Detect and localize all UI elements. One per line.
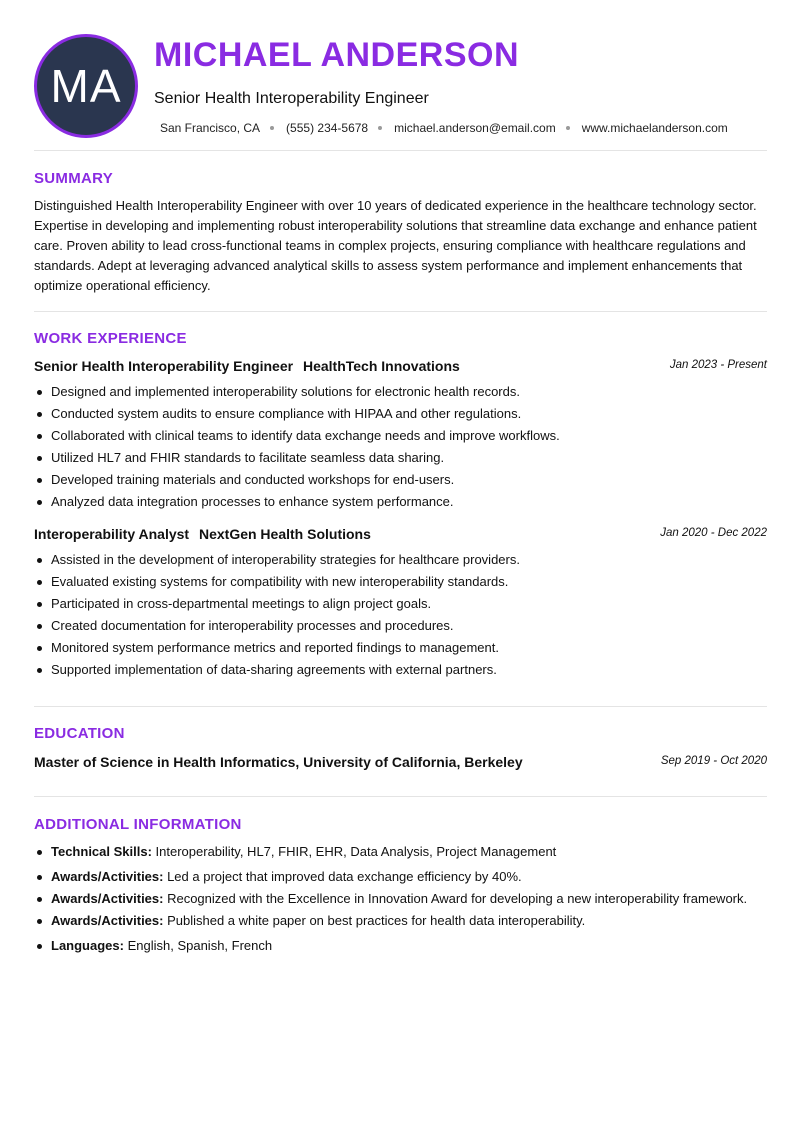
- section-divider: [34, 150, 767, 151]
- education-entry: [34, 754, 767, 772]
- list-item: Designed and implemented interoperability solutions for electronic health records.: [34, 381, 767, 403]
- list-item: [34, 841, 774, 863]
- separator-dot: [378, 126, 382, 130]
- list-item: Evaluated existing systems for compatibility with new interoperability standards.: [34, 571, 767, 593]
- avatar: MA: [34, 34, 138, 138]
- candidate-title: Senior Health Interoperability Engineer: [154, 90, 429, 107]
- contact-phone: (555) 234-5678: [286, 121, 369, 135]
- info-value: English, Spanish, French: [123, 938, 273, 953]
- info-key: Languages:: [51, 938, 124, 953]
- section-divider: [34, 311, 767, 312]
- list-item: Utilized HL7 and FHIR standards to facilitate seamless data sharing.: [34, 447, 767, 469]
- job-dates: Jan 2023 - Present: [669, 359, 767, 371]
- separator-dot: [566, 126, 570, 130]
- list-item: Participated in cross-departmental meetings to align project goals.: [34, 593, 767, 615]
- job-bullets: [34, 549, 767, 681]
- contact-email[interactable]: michael.anderson@email.com: [394, 121, 556, 135]
- job-bullets: [34, 381, 767, 513]
- info-value: Published a white paper on best practices for health data interoperability.: [163, 913, 586, 928]
- additional-info-heading: ADDITIONAL INFORMATION: [34, 816, 242, 833]
- list-item: Supported implementation of data-sharing agreements with external partners.: [34, 659, 767, 681]
- list-item: [34, 910, 774, 932]
- section-divider: [34, 796, 767, 797]
- job-header: [34, 526, 767, 544]
- job-company: HealthTech Innovations: [302, 358, 460, 374]
- job-company: NextGen Health Solutions: [198, 526, 371, 542]
- list-item: [34, 888, 774, 910]
- job-role: Interoperability Analyst: [34, 526, 190, 542]
- info-key: Awards/Activities:: [51, 869, 164, 884]
- list-item: Conducted system audits to ensure compliance with HIPAA and other regulations.: [34, 403, 767, 425]
- info-value: Interoperability, HL7, FHIR, EHR, Data Analysis, Project Management: [151, 844, 557, 859]
- contact-line: [160, 121, 728, 135]
- job-header: [34, 358, 767, 376]
- list-item: Collaborated with clinical teams to identify data exchange needs and improve workflows.: [34, 425, 767, 447]
- info-key: Awards/Activities:: [51, 891, 164, 906]
- resume-header: [34, 34, 767, 138]
- education-dates: Sep 2019 - Oct 2020: [660, 755, 767, 767]
- education-heading: EDUCATION: [34, 725, 125, 742]
- contact-location: San Francisco, CA: [160, 121, 261, 135]
- job-role: Senior Health Interoperability Engineer: [34, 358, 294, 374]
- contact-website[interactable]: www.michaelanderson.com: [581, 121, 728, 135]
- list-item: Created documentation for interoperability processes and procedures.: [34, 615, 767, 637]
- list-item: [34, 866, 774, 888]
- additional-info-list: [34, 841, 774, 957]
- list-item: Developed training materials and conducted workshops for end-users.: [34, 469, 767, 491]
- summary-text: Distinguished Health Interoperability Engineer with over 10 years of dedicated experience in the healthcare technology sector. Expertise in developing and implementing robust interoperability solutions that streamline data exchange and enhance patient care. Proven ability to lead cross-functional teams in complex projects, ensuring compliance with healthcare regulations and standards. Adept at leveraging advanced analytical skills to assess system performance and implement enhancements that optimize operational efficiency.: [34, 198, 757, 293]
- education-degree: Master of Science in Health Informatics, University of California, Berkeley: [34, 754, 523, 770]
- summary-heading: SUMMARY: [34, 170, 114, 187]
- list-item: Monitored system performance metrics and reported findings to management.: [34, 637, 767, 659]
- list-item: [34, 935, 774, 957]
- list-item: Analyzed data integration processes to enhance system performance.: [34, 491, 767, 513]
- list-item: Assisted in the development of interoperability strategies for healthcare providers.: [34, 549, 767, 571]
- separator-dot: [270, 126, 274, 130]
- info-key: Technical Skills:: [51, 844, 152, 859]
- info-key: Awards/Activities:: [51, 913, 164, 928]
- candidate-name: MICHAEL ANDERSON: [154, 36, 520, 74]
- section-divider: [34, 706, 767, 707]
- info-value: Led a project that improved data exchange efficiency by 40%.: [163, 869, 522, 884]
- work-experience-heading: WORK EXPERIENCE: [34, 330, 187, 347]
- job-dates: Jan 2020 - Dec 2022: [660, 527, 767, 539]
- info-value: Recognized with the Excellence in Innovation Award for developing a new interoperability framework.: [163, 891, 748, 906]
